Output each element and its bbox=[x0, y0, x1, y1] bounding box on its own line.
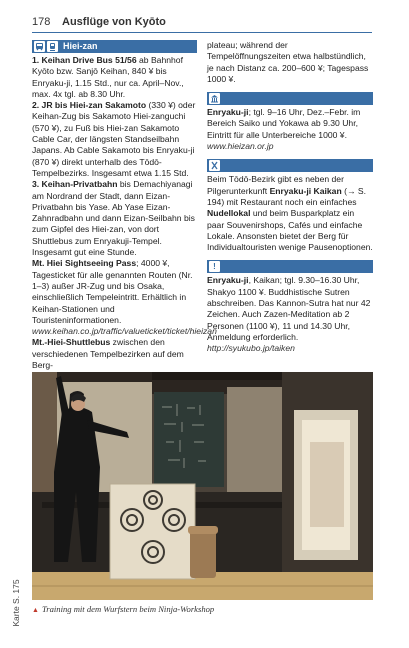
page-header bbox=[32, 14, 372, 33]
route-2-title: 2. JR bis Hiei-zan Sakamoto bbox=[32, 100, 147, 111]
food-entry bbox=[207, 174, 373, 253]
route-2 bbox=[32, 100, 197, 179]
food-box-header bbox=[207, 159, 373, 172]
shuttle-bus bbox=[32, 337, 197, 371]
route-3 bbox=[32, 179, 197, 258]
route-2-text: (330 ¥) oder Keihan-Zug bis Sakamoto Hiei-zanguchi (570 ¥), zu Fuß bis Hiei-zan Sakamoto Cable Car, der längsten Standseilbahn Japans. Ab Cable Sakamoto bis Enryaku-ji (870 ¥) direkt unterhalb des Tōdō-Tempelbezirks. Insgesamt etwa 1.15 Std. bbox=[32, 100, 196, 178]
route-3-title: 3. Keihan-Privatbahn bbox=[32, 179, 118, 190]
food-text-2: (→ S. 194) mit Restaurant noch ein einfaches bbox=[207, 185, 367, 207]
page-number: 178 bbox=[32, 16, 51, 28]
route-1 bbox=[32, 55, 197, 100]
food-text-1: Beim Tōdō-Bezirk gibt es neben der Pilgerunterkunft bbox=[207, 174, 344, 196]
sight-box-header bbox=[207, 92, 373, 105]
shuttle-continued: plateau; während der Tempelöffnungszeiten etwa halbstündlich, je nach Distanz ca. 200–600 ¥; Tagespass 1000 ¥. bbox=[207, 40, 369, 84]
map-reference-label: Karte S. 175 bbox=[11, 579, 21, 627]
sight-text: ; tgl. 9–16 Uhr, Dez.–Febr. im Bereich Saiko und Yokawa ab 9.30 Uhr, Eintritt für alle Unterbereiche 1000 ¥. bbox=[207, 107, 361, 140]
activity-entry bbox=[207, 275, 373, 343]
temple-icon bbox=[209, 93, 220, 104]
food-title: Enryaku-ji Kaikan bbox=[269, 185, 342, 196]
caption-text: Training mit dem Wurfstern beim Ninja-Workshop bbox=[41, 604, 215, 614]
route-3-text: bis Demachiyanagi am Nordrand der Stadt, dann Eizan-Privatbahn bis Yase. Ab Yase Eizan-Zahnradbahn und dann Eizan-Seilbahn bis zum Gipfel des Hiei-zan, von dort Shuttlebus zum Enryakuji-Tempel. Insgesamt gut eine Stunde. bbox=[32, 179, 195, 258]
sightseeing-pass bbox=[32, 258, 197, 326]
activity-box-header bbox=[207, 260, 373, 273]
sight-link[interactable]: www.hieizan.or.jp bbox=[207, 141, 274, 152]
cutlery-icon bbox=[209, 160, 220, 171]
activity-link[interactable]: http://syukubo.jp/taiken bbox=[207, 343, 295, 354]
chapter-title: Ausflüge von Kyōto bbox=[62, 16, 166, 28]
sight-title: Enryaku-ji bbox=[207, 107, 249, 118]
food-title-2: Nudellokal bbox=[207, 208, 251, 219]
pass-title: Mt. Hiei Sightseeing Pass bbox=[32, 258, 137, 269]
transport-box-header bbox=[32, 40, 197, 53]
exclamation-icon: ! bbox=[209, 261, 220, 272]
caption-marker-icon: ▲ bbox=[32, 606, 39, 614]
right-column bbox=[207, 40, 373, 355]
food-text-3: und beim Busparkplatz ein paar Souvenirshops, Cafés und einfache Lokale. Ansonsten bietet der Berg für Individualtouristen wenige Pausenoptionen. bbox=[207, 208, 373, 253]
map-reference[interactable] bbox=[6, 560, 21, 640]
shuttle-text: zwischen den verschiedenen Tempelbezirken auf dem Berg- bbox=[32, 337, 184, 371]
pass-link[interactable]: www.keihan.co.jp/traffic/valueticket/ticket/hieizan bbox=[32, 326, 217, 337]
route-1-title: 1. Keihan Drive Bus 51/56 bbox=[32, 55, 137, 65]
activity-title: Enryaku-ji bbox=[207, 275, 249, 286]
box-title: Hiei-zan bbox=[63, 40, 98, 51]
route-1-text: ab Bahnhof Kyōto bzw. Sanjō Keihan, 840 ¥ bis Enryaku-ji, 1.15 Std., nur ca. April–Nov., max. 4x tgl. ab 8.30 Uhr. bbox=[32, 55, 184, 99]
sight-entry bbox=[207, 107, 373, 141]
shuttle-title: Mt.-Hiei-Shuttlebus bbox=[32, 337, 111, 348]
ninja-workshop-photo bbox=[32, 372, 373, 600]
photo-caption bbox=[32, 604, 214, 614]
bus-icon bbox=[34, 41, 45, 52]
activity-text: , Kaikan; tgl. 9.30–16.30 Uhr, Shakyo 1100 ¥. Buddhistische Sutren abschreiben. Das Kannon-Sutra hat nur 42 Zeichen. Auch Zazen-Meditation ab 2 Personen (1100 ¥), 11 und 14.30 Uhr, Anmeldung erforderlich. bbox=[207, 275, 371, 342]
left-column bbox=[32, 40, 217, 371]
train-icon bbox=[47, 41, 58, 52]
pass-text: ; 4000 ¥, Tagesticket für alle genannten Routen (Nr. 1–3) außer JR-Zug und bis Osaka, einschließlich Tempeleintritt. Erhältlich in Keihan-Stationen und Touristeninformationen. bbox=[32, 258, 193, 325]
